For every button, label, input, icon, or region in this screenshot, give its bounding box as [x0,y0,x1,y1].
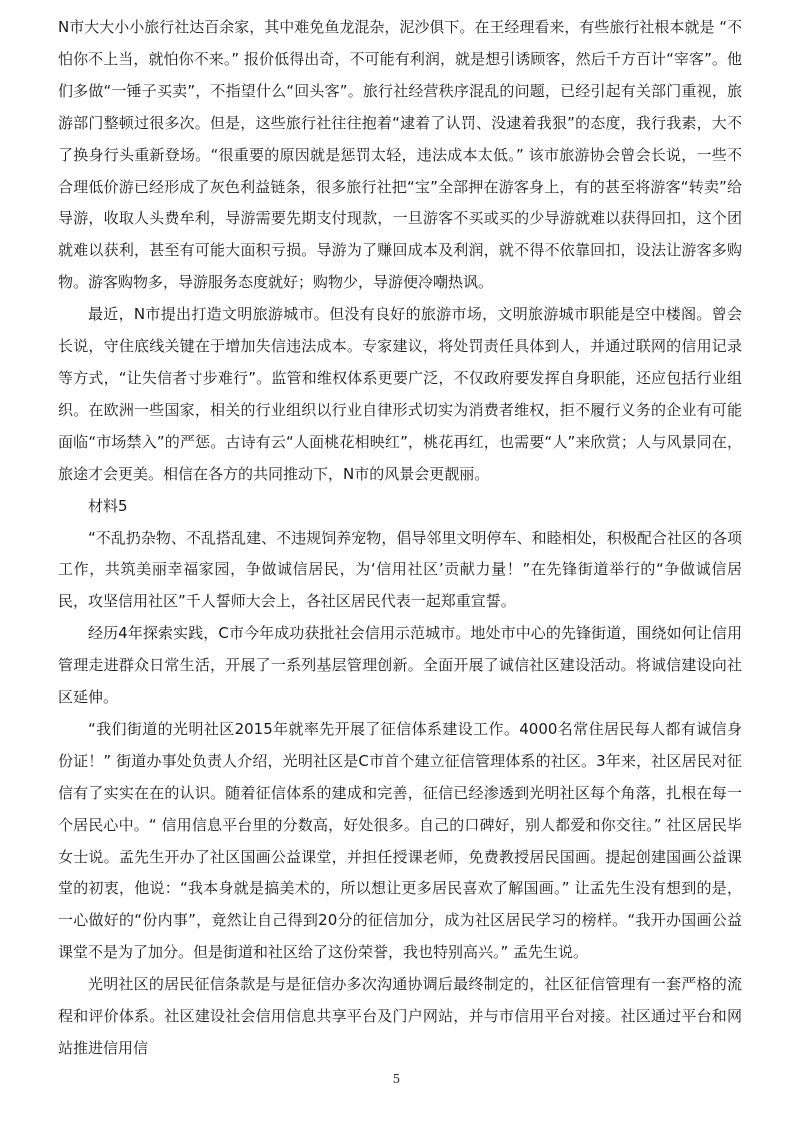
page-number: 5 [392,1072,401,1086]
material-label: 材料5 [88,496,128,515]
paragraph-guangming-community: “我们街道的光明社区2015年就率先开展了征信体系建设工作。4000名常住居民每人都有诚信身份证！” 街道办事处负责人介绍，光明社区是C市首个建立征信管理体系的社区。3年来，社区居民对征信有了实实在在的认识。随着征信体系的建成和完善，征信已经渗透到光明社区每个角落，扎根在每一个居民心中。“ 信用信息平台里的分数高，好处很多。自己的口碑好，别人都爱和你交往。” 社区居民毕女士说。孟先生开办了社区国画公益课堂，并担任授课老师，免费教授居民国画。提起创建国画公益课堂的初衷，他说：“我本身就是搞美术的，所以想让更多居民喜欢了解国画。” 让孟先生没有想到的是，一心做好的“份内事”，竟然让自己得到20分的征信加分，成为社区居民学习的榜样。“我开办国画公益课堂不是为了加分。但是街道和社区给了这份荣誉，我也特别高兴。” 孟先生说。 [58,719,742,962]
paragraph-civilized-tourism: 最近，N市提出打造文明旅游城市。但没有良好的旅游市场，文明旅游城市职能是空中楼阁。曾会长说，守住底线关键在于增加失信违法成本。专家建议，将处罚责任具体到人，并通过联网的信用记录等方式，“让失信者寸步难行”。监管和维权体系更要广泛，不仅政府要发挥自身职能，还应包括行业组织。在欧洲一些国家，相关的行业组织以行业自律形式切实为消费者维权，拒不履行义务的企业有可能面临“市场禁入”的严惩。古诗有云“人面桃花相映红”，桃花再红，也需要“人”来欣赏；人与风景同在，旅途才会更美。相信在各方的共同推动下，N市的风景会更靓丽。 [58,305,742,483]
paragraph-credit-terms: 光明社区的居民征信条款是与是征信办多次沟通协调后最终制定的，社区征信管理有一套严格的流程和评价体系。社区建设社会信用信息共享平台及门户网站，并与市信用平台对接。社区通过平台和网站推进信用信 [58,975,742,1057]
paragraph-credit-city: 经历4年探索实践，C市今年成功获批社会信用示范城市。地处市中心的先锋街道，围绕如何让信用管理走进群众日常生活，开展了一系列基层管理创新。全面开展了诚信社区建设活动。将诚信建设向社区延伸。 [58,624,742,707]
document-body [58,12,742,1065]
paragraph-pledge: “不乱扔杂物、不乱搭乱建、不违规饲养宠物，倡导邻里文明停车、和睦相处，积极配合社区的各项工作，共筑美丽幸福家园，争做诚信居民，为‘信用社区’贡献力量！”在先锋街道举行的“争做诚信居民，攻坚信用社区”千人誓师大会上，各社区居民代表一起郑重宣誓。 [58,528,742,611]
paragraph-travel-agencies: N市大大小小旅行社达百余家，其中难免鱼龙混杂，泥沙俱下。在王经理看来，有些旅行社根本就是 “不怕你不上当，就怕你不来。” 报价低得出奇，不可能有利润，就是想引诱顾客，然后千方百计“宰客”。他们多做“一锤子买卖”，不指望什么“回头客”。旅行社经营秩序混乱的问题，已经引起有关部门重视，旅游部门整顿过很多次。但是，这些旅行社往往抱着“逮着了认罚、没逮着我狠”的态度，我行我素，大不了换身行头重新登场。“很重要的原因就是惩罚太轻，违法成本太低。” 该市旅游协会曾会长说，一些不合理低价游已经形成了灰色利益链条，很多旅行社把“宝”全部押在游客身上，有的甚至将游客“转卖”给导游，收取人头费牟利，导游需要先期支付现款，一旦游客不买或买的少导游就难以获得回扣，这个团就难以获利，甚至有可能大面积亏损。导游为了赚回成本及利润，就不得不依靠回扣，设法让游客多购物。游客购物多，导游服务态度就好；购物少，导游便冷嘲热讽。 [58,18,742,292]
